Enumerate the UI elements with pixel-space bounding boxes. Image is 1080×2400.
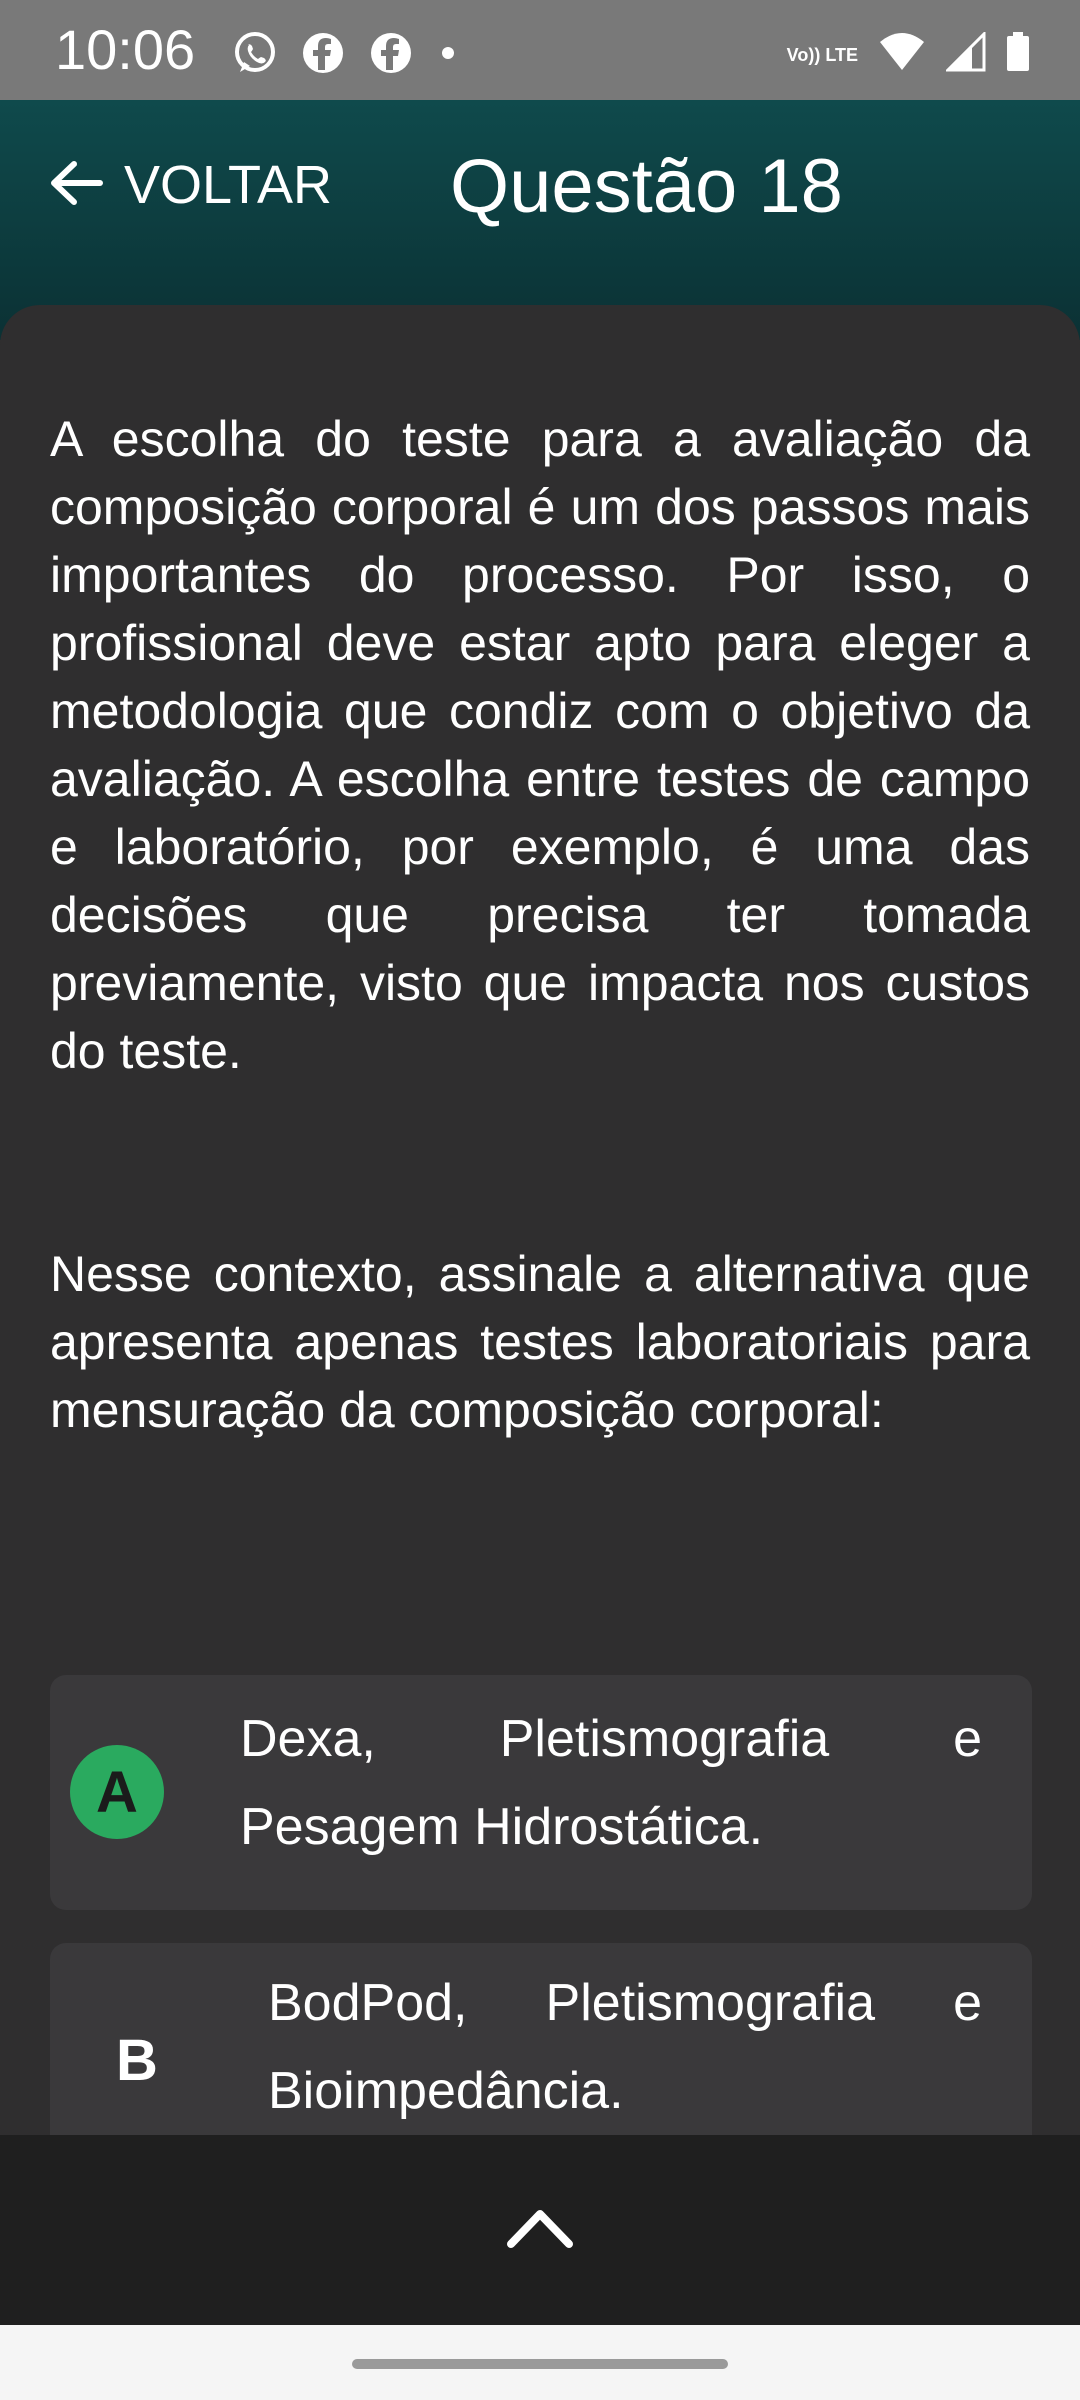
volte-icon: Vo)) LTE [786, 44, 858, 65]
whatsapp-icon [232, 30, 278, 76]
arrow-left-icon [48, 158, 104, 213]
option-a[interactable] [50, 1675, 1032, 1910]
back-button[interactable] [48, 155, 332, 215]
header [0, 100, 1080, 340]
option-letter-badge: B [116, 2027, 158, 2093]
home-indicator[interactable] [352, 2359, 728, 2369]
status-time: 10:06 [55, 18, 196, 81]
page-title: Questão 18 [450, 144, 843, 229]
wifi-icon [878, 32, 926, 77]
facebook-icon [368, 30, 414, 76]
bottom-bar [0, 2135, 1080, 2325]
status-bar [0, 0, 1080, 100]
signal-icon [946, 32, 986, 77]
notification-icons [232, 30, 454, 76]
option-text: BodPod, Pletismografia e Bioimpedância. [268, 1974, 982, 2120]
chevron-up-icon[interactable] [505, 2206, 575, 2255]
battery-icon [1006, 32, 1030, 77]
back-label: VOLTAR [124, 155, 333, 215]
system-icons [787, 32, 1030, 77]
option-text: Dexa, Pletismografia e Pesagem Hidrostática. [240, 1710, 982, 1856]
question-paragraph: A escolha do teste para a avaliação da composição corporal é um dos passos mais importantes do processo. Por isso, o profissional deve estar apto para eleger a metodologia que condiz com o objetivo da avaliação. A escolha entre testes de campo e laboratório, por exemplo, é uma das decisões que precisa ter tomada previamente, visto que impacta nos custos do teste. [50, 411, 1030, 1079]
system-navigation-bar [0, 2325, 1080, 2400]
more-notifications-dot [442, 47, 454, 59]
facebook-icon [300, 30, 346, 76]
question-prompt: Nesse contexto, assinale a alternativa que apresenta apenas testes laboratoriais para mensuração da composição corporal: [50, 1246, 1030, 1438]
question-panel[interactable] [0, 305, 1080, 2135]
option-letter-badge: A [70, 1745, 164, 1839]
